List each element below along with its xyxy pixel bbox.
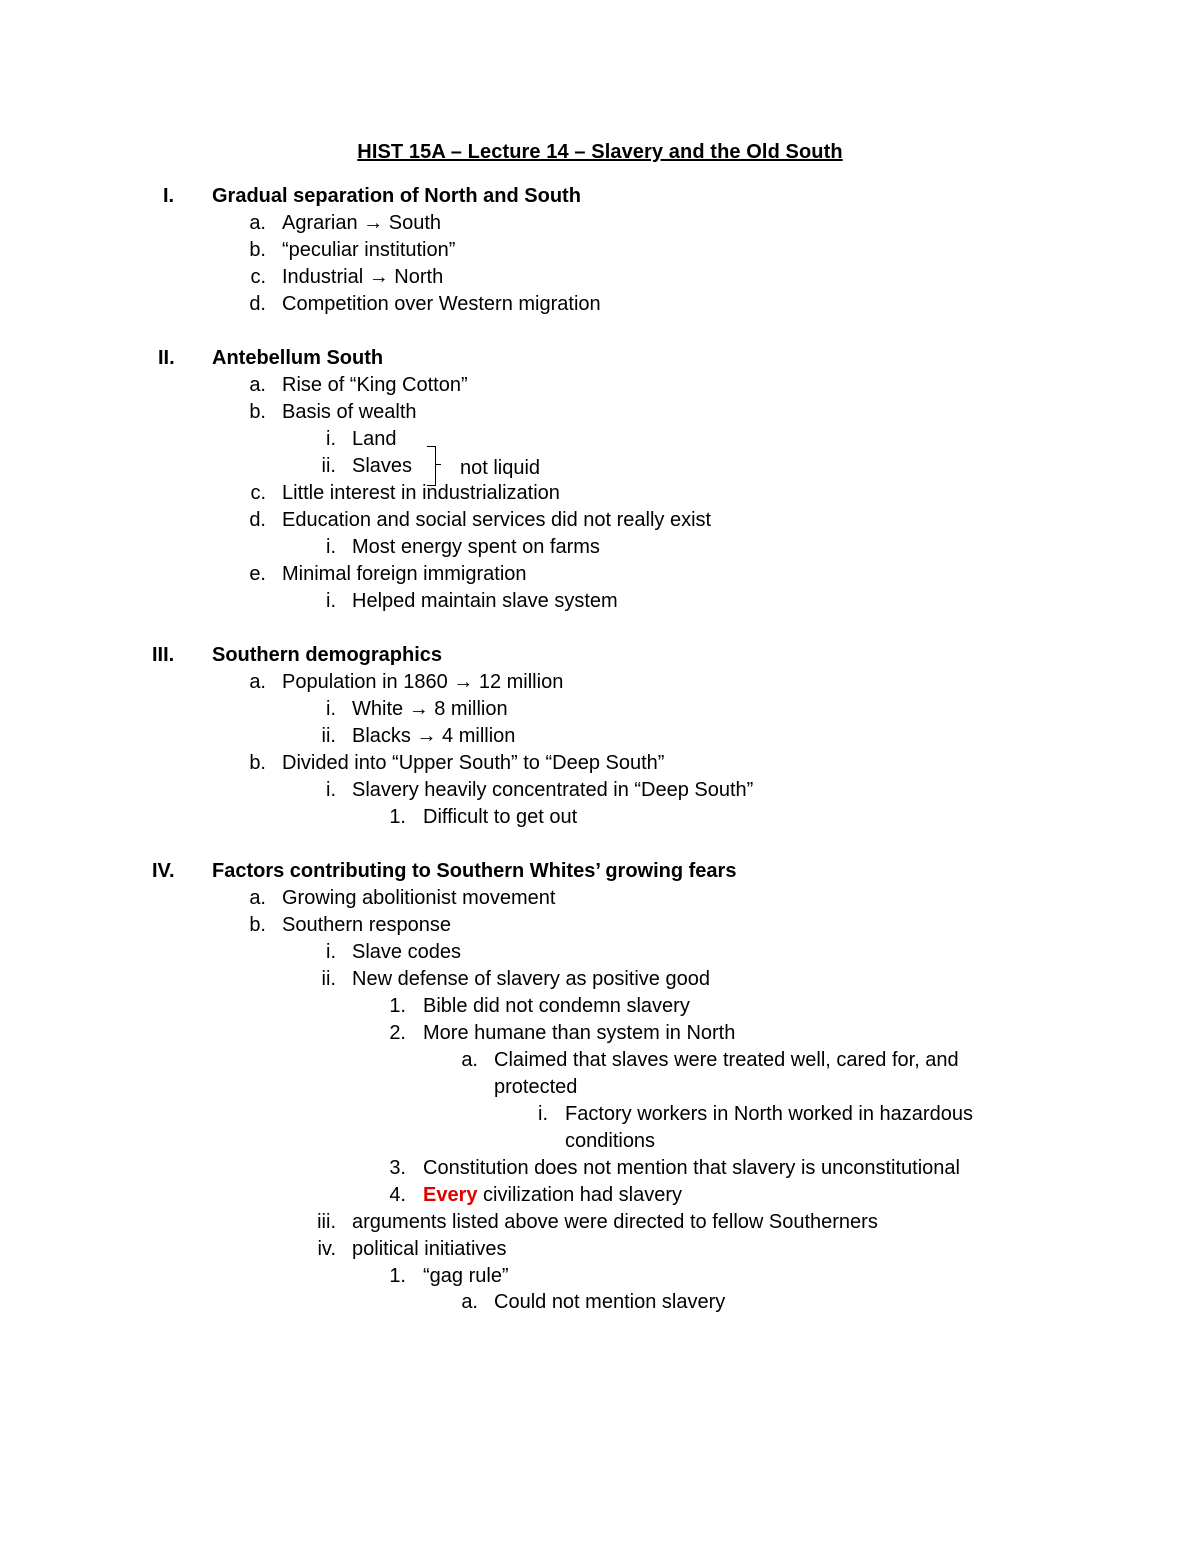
item-label: a. — [249, 671, 266, 693]
section-title: Southern demographics — [212, 644, 443, 666]
list-item — [0, 1155, 1200, 1181]
list-item — [0, 912, 1200, 938]
item-text: Most energy spent on farms — [352, 536, 600, 558]
item-label: a. — [461, 1049, 478, 1071]
item-text-after: 8 million — [434, 698, 508, 720]
item-label: e. — [249, 563, 266, 585]
item-text: Helped maintain slave system — [352, 590, 618, 612]
list-item-continuation — [0, 1128, 1200, 1154]
item-text-before: Agrarian — [282, 212, 358, 234]
item-text: arguments listed above were directed to fellow Southerners — [352, 1211, 878, 1233]
item-label: d. — [249, 509, 266, 531]
item-text: Little interest in industrialization — [282, 482, 560, 504]
item-label: c. — [250, 266, 266, 288]
list-item — [0, 237, 1200, 263]
emphasis-text: Every — [423, 1184, 478, 1206]
item-text: More humane than system in North — [423, 1022, 736, 1044]
item-text: conditions — [565, 1130, 656, 1152]
list-item — [0, 372, 1200, 398]
arrow-icon: → — [368, 266, 389, 288]
item-text: protected — [494, 1076, 578, 1098]
section-title: Antebellum South — [212, 347, 384, 369]
item-text-after: North — [394, 266, 444, 288]
list-item — [0, 1263, 1200, 1289]
section-numeral: IV. — [152, 860, 175, 882]
item-text-after: 4 million — [442, 725, 516, 747]
item-label: i. — [326, 428, 336, 450]
item-label: a. — [461, 1291, 478, 1313]
list-item — [0, 1209, 1200, 1235]
item-label: 1. — [389, 806, 406, 828]
section-numeral: II. — [158, 347, 175, 369]
list-item — [0, 1289, 1200, 1315]
item-label: ii. — [321, 455, 336, 477]
item-text: Slavery heavily concentrated in “Deep South” — [352, 779, 754, 801]
section-heading — [0, 183, 1200, 209]
item-label: 2. — [389, 1022, 406, 1044]
list-item — [0, 534, 1200, 560]
item-text: Basis of wealth — [282, 401, 417, 423]
item-label: i. — [326, 590, 336, 612]
item-text — [352, 723, 515, 749]
list-item — [0, 966, 1200, 992]
list-item — [0, 804, 1200, 830]
item-label: i. — [326, 779, 336, 801]
list-item — [0, 453, 1200, 479]
side-note: not liquid — [460, 457, 541, 479]
list-item — [0, 426, 1200, 452]
section-heading — [0, 345, 1200, 371]
item-text: Rise of “King Cotton” — [282, 374, 468, 396]
list-item — [0, 507, 1200, 533]
item-text: Constitution does not mention that slavery is unconstitutional — [423, 1157, 960, 1179]
item-text: New defense of slavery as positive good — [352, 968, 710, 990]
arrow-icon: → — [363, 212, 384, 234]
item-label: 3. — [389, 1157, 406, 1179]
item-text: Factory workers in North worked in hazardous — [565, 1103, 973, 1125]
list-item — [0, 696, 1200, 722]
item-text: Competition over Western migration — [282, 293, 601, 315]
section-numeral: I. — [163, 185, 175, 207]
list-item — [0, 399, 1200, 425]
item-text: Growing abolitionist movement — [282, 887, 556, 909]
list-item — [0, 669, 1200, 695]
item-text: Education and social services did not really exist — [282, 509, 712, 531]
item-text: Could not mention slavery — [494, 1291, 726, 1313]
arrow-icon: → — [453, 671, 474, 693]
item-text: Difficult to get out — [423, 806, 578, 828]
item-label: i. — [326, 941, 336, 963]
list-item — [0, 588, 1200, 614]
item-label: iii. — [317, 1211, 336, 1233]
item-label: iv. — [317, 1238, 336, 1260]
item-text: “peculiar institution” — [282, 239, 456, 261]
item-text: political initiatives — [352, 1238, 507, 1260]
item-text: “gag rule” — [423, 1265, 509, 1287]
item-text-rest: civilization had slavery — [477, 1184, 683, 1206]
item-label: 1. — [389, 995, 406, 1017]
list-item — [0, 561, 1200, 587]
item-label: c. — [250, 482, 266, 504]
list-item — [0, 1101, 1200, 1127]
item-text: Claimed that slaves were treated well, cared for, and — [494, 1049, 959, 1071]
item-text: Slaves — [352, 455, 413, 477]
item-label: b. — [249, 401, 266, 423]
item-text — [282, 264, 443, 290]
item-text — [423, 1182, 682, 1208]
item-label: a. — [249, 374, 266, 396]
list-item — [0, 993, 1200, 1019]
item-text-after: 12 million — [478, 671, 564, 693]
item-label: 4. — [389, 1184, 406, 1206]
item-label: ii. — [321, 968, 336, 990]
section-heading — [0, 858, 1200, 884]
item-text: Land — [352, 428, 397, 450]
item-label: i. — [538, 1103, 548, 1125]
arrow-icon: → — [416, 725, 437, 747]
item-text-after: South — [388, 212, 441, 234]
item-text-before: Blacks — [352, 725, 411, 747]
list-item — [0, 264, 1200, 290]
item-label: i. — [326, 536, 336, 558]
item-label: 1. — [389, 1265, 406, 1287]
item-label: a. — [249, 212, 266, 234]
brace-tick — [435, 464, 441, 465]
item-label: b. — [249, 239, 266, 261]
list-item — [0, 480, 1200, 506]
item-text-before: Industrial — [282, 266, 364, 288]
item-label: a. — [249, 887, 266, 909]
item-label: d. — [249, 293, 266, 315]
item-text — [282, 669, 563, 695]
list-item — [0, 291, 1200, 317]
item-text: Bible did not condemn slavery — [423, 995, 690, 1017]
item-text — [352, 696, 508, 722]
list-item — [0, 1047, 1200, 1073]
list-item — [0, 723, 1200, 749]
list-item — [0, 1236, 1200, 1262]
item-label: b. — [249, 752, 266, 774]
section-title: Gradual separation of North and South — [212, 185, 581, 207]
list-item — [0, 1020, 1200, 1046]
item-text — [282, 210, 441, 236]
section-heading — [0, 642, 1200, 668]
item-text: Minimal foreign immigration — [282, 563, 527, 585]
list-item — [0, 210, 1200, 236]
list-item — [0, 885, 1200, 911]
item-label: ii. — [321, 725, 336, 747]
item-text: Slave codes — [352, 941, 461, 963]
section-title: Factors contributing to Southern Whites’ growing fears — [212, 860, 737, 882]
list-item — [0, 777, 1200, 803]
list-item — [0, 939, 1200, 965]
item-text-before: White — [352, 698, 404, 720]
item-text: Southern response — [282, 914, 452, 936]
arrow-icon: → — [408, 698, 429, 720]
item-label: b. — [249, 914, 266, 936]
item-label: i. — [326, 698, 336, 720]
section-numeral: III. — [152, 644, 175, 666]
list-item — [0, 1182, 1200, 1208]
item-text: Divided into “Upper South” to “Deep South” — [282, 752, 665, 774]
list-item-continuation — [0, 1074, 1200, 1100]
document-title: HIST 15A – Lecture 14 – Slavery and the Old South — [357, 141, 843, 163]
item-text-before: Population in 1860 — [282, 671, 448, 693]
list-item — [0, 750, 1200, 776]
